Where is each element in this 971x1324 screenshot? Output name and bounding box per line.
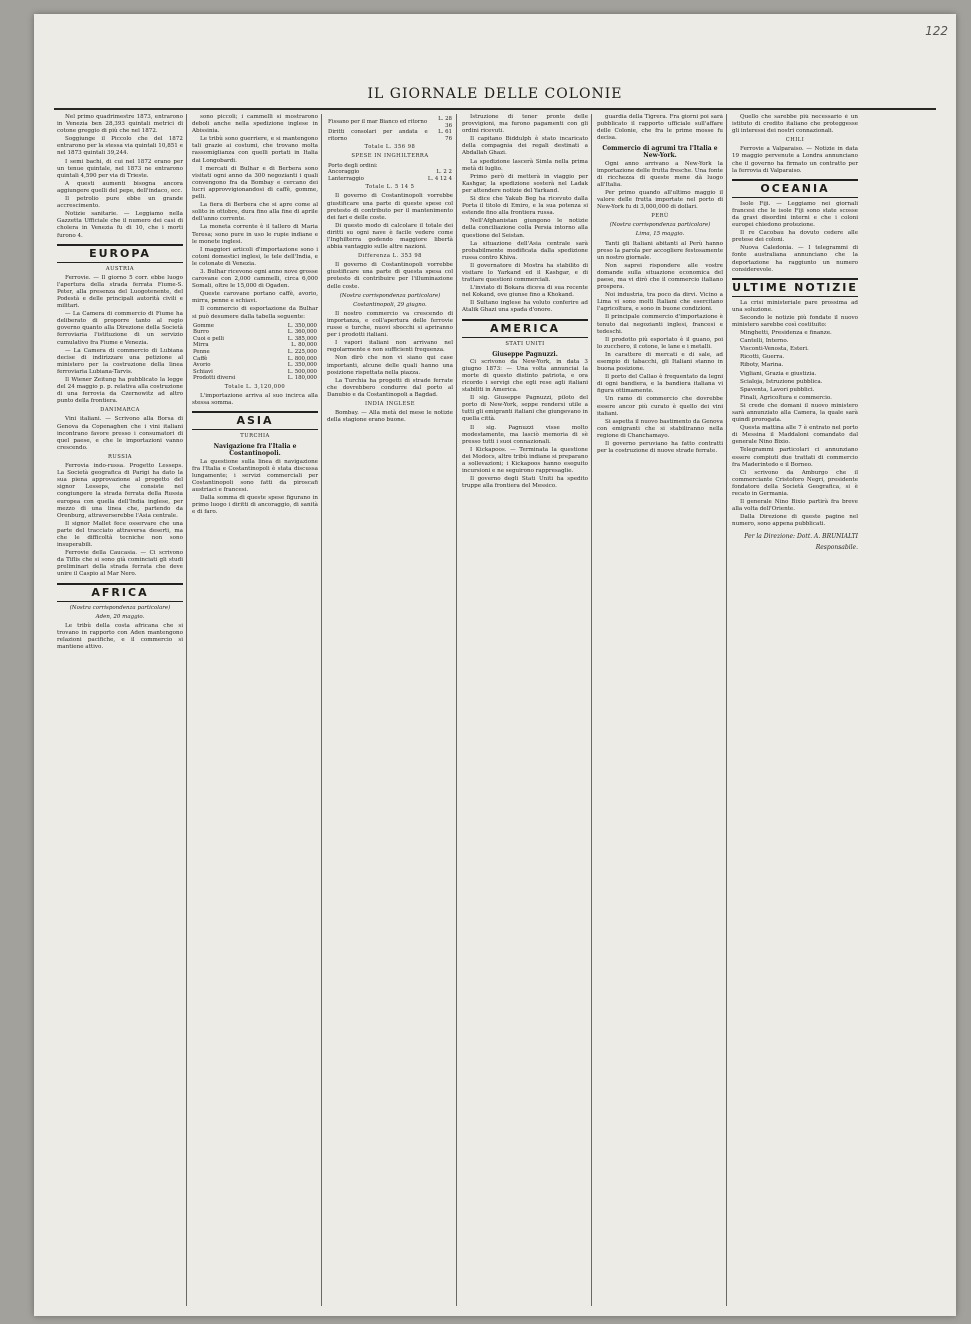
paragraph: Il signor Mallet fece osservare che una parte del tracciato attraversa deserti, ma che le difficoltà tecniche non sono insuperabili.: [57, 520, 183, 549]
paragraph: Il generale Nino Bixio partirà fra breve alla volta dell'Oriente.: [732, 499, 858, 513]
paragraph: I vapori italiani non arrivano nel regolarmente e non sufficienti frequenza.: [327, 340, 453, 354]
table-cell: Avorio: [193, 362, 211, 369]
paragraph: guardia della Tigrera. Fra giorni poi sarà pubblicato il rapporto ufficiale sull'affare delle Colonie, che fra le prime mosse fu decisa.: [597, 114, 723, 142]
paragraph: Il petrolio pure ebbe un grande accrescimento.: [57, 196, 183, 210]
paragraph: Per primo quando all'ultimo maggio il valore delle frutta importate nel porto di New-York fu di 3,000,000 di dollari.: [597, 189, 723, 211]
subheading-turchia: TURCHIA: [240, 433, 270, 440]
paragraph: Le tribù sono guerriere, e si mantengono tali grazie ai costumi, che trovano molta rassomiglianza con quelli portati in Italia dai Longobardi.: [192, 136, 318, 164]
paragraph: Il capitano Biddulph è stato incaricato della compagnia dei regali destinati a Abdallah Ghazi.: [462, 136, 588, 157]
table-cell: Prodotti diversi: [193, 375, 236, 382]
paragraph: Nel primo quadrimestre 1873, entrarono in Venezia ben 28,393 quintali metrici di cotone greggio di più che nel 1872.: [57, 114, 183, 135]
article-title: Commercio di agrumi tra l'Italia e New-York.: [602, 145, 718, 160]
list-item: Cantelli, Interno.: [740, 338, 789, 345]
table-cell: L. 360,000: [287, 329, 317, 336]
paragraph: Nuova Caledonia. — I telegrammi di fonte australiana annunciano che la deportazione ha raggiunto un numero considerevole.: [732, 245, 858, 273]
table-row: [192, 342, 318, 349]
table-cell: L. 350,000: [287, 362, 317, 369]
paragraph: Le tribù della costa africana che si trovano in rapporto con Aden mantengono relazioni pacifiche, e il commercio si mantiene attivo.: [57, 622, 183, 650]
paragraph: Il porto del Callao è frequentato da legni di ogni bandiera, e la bandiera italiana vi figura ottimamente.: [597, 374, 723, 395]
paragraph: Un ramo di commercio che dovrebbe essere ancor più curato è quello dei vini italiani.: [597, 396, 723, 417]
paragraph: Ci scrivono da New-York, in data 3 giugno 1873: — Una volta annunciai la morte di questo distinto patriota, e ora ricordo i servigi che egli rese agli italiani stabiliti in America.: [462, 358, 588, 394]
paragraph: Queste carovane portano caffè, avorio, mirra, penne e schiavi.: [192, 291, 318, 305]
table-total: Totale L. 356 98: [364, 144, 416, 151]
table-cell: Gomme: [193, 322, 214, 329]
costs-table: [327, 116, 453, 142]
paragraph: Si dice che Yakub Beg ha ricevuto dalla Porta il titolo di Emiro, e la sua potenza si estende fino alla frontiera russa.: [462, 196, 588, 217]
paragraph: Nell'Afghanistan giungono le notizie della conciliazione colla Persia intorno alla questione del Seistan.: [462, 218, 588, 239]
paragraph: Noi industria, tra poco da dirvi. Vicino a Lima vi sono molti Italiani che esercitano l'agricoltura, e sono in buone condizioni.: [597, 292, 723, 313]
paragraph: Quello che sarebbe più necessario è un istituto di credito italiano che proteggesse gli interessi dei nostri connazionali.: [732, 114, 858, 135]
table-cell: Schiavi: [193, 368, 213, 375]
article-title: Giuseppe Pagnuzzi.: [492, 350, 558, 358]
paragraph: Di questo modo di calcolare il totale dei diritti su ogni nave è facile vedere come l'Inghilterra godendo maggiore libertà abbia vantaggio sulle altre nazioni.: [327, 222, 453, 251]
list-item: Vigliani, Grazia e giustizia.: [740, 370, 817, 377]
table-cell: Mirra: [193, 342, 209, 349]
subheading-russia: RUSSIA: [107, 453, 133, 460]
table-row: [192, 329, 318, 336]
paragraph: Il Sultano inglese ha voluto conferire ad Atalik Ghazi una spada d'onore.: [462, 300, 588, 314]
paragraph: I maggiori articoli d'importazione sono i cotoni domestici inglesi, le tele dell'India, e le cotonate di Venezia.: [192, 246, 318, 267]
table-cell: L. 800,000: [287, 355, 317, 362]
paragraph: La crisi ministeriale pare prossima ad una soluzione.: [732, 299, 858, 313]
table-row: [327, 129, 453, 142]
paragraph: Si aspetta il nuovo bastimento da Genova con emigranti che si stabiliranno nella regione di Chanchamayo.: [597, 418, 723, 439]
paragraph: — La Camera di commercio di Fiume ha deliberato di proporre tanto al regio governo quanto alla Direzione della Società ferroviaria l'istituzione di un servizio cumulativo fra Fiume e Venezia.: [57, 311, 183, 346]
correspondence-note: (Nostra corrispondenza particolare): [69, 604, 171, 611]
table-row: [192, 375, 318, 382]
paragraph: Il sig. Pagnuzzi visse molto modestamente, ma lasciò memoria di sè presso tutti i suoi connazionali.: [462, 424, 588, 445]
table-cell: Diritti consolari per andata e ritorno: [328, 129, 428, 142]
table-cell: L. 225,000: [287, 349, 317, 355]
paragraph: Non saprei rispondere alle vostre domande sulla situazione economica del paese, ma vi dirò che il commercio italiano prospera.: [597, 262, 723, 291]
section-heading-america: AMERICA: [462, 319, 588, 338]
signature-role: Responsabile.: [815, 543, 858, 551]
table-total: Totale L. 5 14 5: [365, 184, 415, 191]
paragraph: Ogni anno arrivano a New-York la importazione delle frutta fresche. Una fonte di ricchezza di queste mene dà luogo all'Italia.: [597, 160, 723, 188]
table-cell: L. 180,000: [287, 375, 317, 382]
subheading-spese: SPESE IN INGHILTERRA: [351, 153, 429, 160]
table-row: [327, 176, 453, 183]
paragraph: Il Wiener Zeitung ha pubblicato la legge del 24 maggio p. p. relativa alla costruzione di una ferrovia da Czernowitz ad altro punto della frontiera.: [57, 377, 183, 405]
table-row: [192, 349, 318, 356]
paragraph: La spedizione lascerà Simla nella prima metà di luglio.: [462, 158, 588, 172]
column-3: [324, 114, 457, 1306]
paragraph: Il nostro commercio va crescendo di importanza, e coll'apertura delle ferrovie russe e turche, nuovi sbocchi si apriranno per i prodotti italiani.: [327, 310, 453, 339]
table-cell: Lanterraggio: [328, 175, 364, 182]
table-cell: L. 61 76: [438, 129, 452, 142]
columns: [54, 114, 946, 1306]
paragraph: Secondo le notizie più fondate il nuovo ministero sarebbe così costituito:: [732, 314, 858, 328]
column-1: [54, 114, 187, 1306]
table-cell: Burro: [193, 329, 209, 336]
table-cell: L. 80,000: [291, 342, 317, 349]
column-2: [189, 114, 322, 1306]
paragraph: Il governo di Costantinopoli vorrebbe giustificare una parte di questa spesa col pretesto di contribuire per l'illuminazione delle coste.: [327, 262, 453, 290]
paragraph: L'importazione arriva al suo incirca alla stessa somma.: [192, 393, 318, 407]
paragraph: Il governo degli Stati Uniti ha spedito truppe alla frontiera del Messico.: [462, 476, 588, 490]
table-cell: Cuoi e pelli: [193, 335, 224, 342]
paragraph: Ferrovie della Caucasia. — Ci scrivono da Tiflis che si sono già cominciati gli studi preliminari della strada ferrata che deve unire il Caspio al Mar Nero.: [57, 550, 183, 578]
table-cell: L. 500,000: [287, 368, 317, 375]
paragraph: Notizie sanitarie. — Leggiamo nella Gazzetta Ufficiale che il numero dei casi di cholera in Venezia fu di 10, che i morti furono 4.: [57, 211, 183, 239]
paragraph: Ferrovia indo-russa. Progetto Lesseps. La Società geografica di Parigi ha dato la sua piena approvazione al progetto del signor Lesseps, che consiste nel congiungere la strada ferrata della Russia europea con quella dell'India inglese, per mezzo di una linea che, partendo da Orenburg, attraverserebbe l'Asia centrale.: [57, 463, 183, 519]
table-row: [327, 116, 453, 129]
table-row: [192, 362, 318, 369]
list-item: Scialoja, Istruzione pubblica.: [740, 378, 823, 385]
table-cell: L. 385,000: [287, 335, 317, 342]
table-cell: Penne: [193, 349, 210, 355]
paragraph: Il prodotto più esportato è il guano, poi lo zucchero, il cotone, le lane e i metalli.: [597, 336, 723, 350]
section-heading-ultime-notizie: ULTIME NOTIZIE: [732, 278, 858, 297]
paragraph: I mercati di Bulhar e di Berbera sono visitati ogni anno da 300 negozianti i quali convengono fra da Bombay e cercano dei lucri approvvigionandosi di caffè, gomme, pelli.: [192, 165, 318, 201]
paragraph: Telegrammi particolari ci annunziano essere compiuti due trattati di commercio fra Maderintedo e il Borneo.: [732, 447, 858, 468]
paragraph: Il principale commercio d'importazione è tenuto dai negozianti inglesi, francesi e tedeschi.: [597, 314, 723, 335]
paragraph: Questa mattina alle 7 è entrato nel porto di Messina il Maddaloni comandato dal generale Nino Bixio.: [732, 425, 858, 446]
subheading-peru: PERÙ: [651, 213, 669, 220]
list-item: Visconti-Venosta, Esteri.: [740, 346, 809, 353]
subheading-india: INDIA INGLESE: [365, 400, 415, 407]
table-cell: L. 4 12 4: [427, 175, 452, 182]
subheading-stati-uniti: STATI UNITI: [505, 340, 545, 347]
table-row: [192, 336, 318, 343]
table-cell: L. 28 36: [438, 116, 452, 129]
table-total: Totale L. 3,120,000: [224, 383, 286, 390]
table-row: [192, 369, 318, 376]
paragraph: Il commercio di esportazione da Bulhar si può desumere dalla tabella seguente:: [192, 306, 318, 320]
table-cell: Caffè: [193, 355, 208, 362]
column-5: [594, 114, 727, 1306]
masthead: IL GIORNALE DELLE COLONIE: [54, 86, 936, 110]
paragraph: Ferrovie. — Il giorno 5 corr. ebbe luogo l'apertura della strada ferrata Fiume-S. Peter, alla presenza del Luogotenente, del Podestà e delle principali autorità civili e militari.: [57, 274, 183, 310]
section-heading-oceania: OCEANIA: [732, 179, 858, 198]
dateline: Lima, 15 maggio.: [635, 231, 685, 238]
paragraph: Il sig. Giuseppe Pagnuzzi, piloto del porto di New-York, seppe rendersi utile a tutti gli emigranti italiani che giungevano in quella città.: [462, 395, 588, 423]
paragraph: A questi aumenti bisogna ancora aggiungere quelli del pepe, dell'indaco, ecc.: [57, 180, 183, 194]
paragraph: Il re Cacobau ha dovuto cedere alle pretese dei coloni.: [732, 230, 858, 244]
section-heading-africa: AFRICA: [57, 583, 183, 602]
paragraph: Isole Fiji. — Leggiamo nei giornali francesi che le isole Fiji sono state scosse da gravi disordini interni e che i coloni europei chiedono protezione.: [732, 200, 858, 229]
paragraph: Si crede che domani il nuovo ministero sarà annunziato alla Camera, la quale sarà quindi prorogata.: [732, 402, 858, 424]
paragraph: Ferrovie a Valparaiso. — Notizie in data 19 maggio pervenute a Londra annunciano che il governo ha firmato un contratto per la ferrovia di Valparaiso.: [732, 146, 858, 174]
section-heading-europa: EUROPA: [57, 244, 183, 263]
dateline: Aden, 20 maggio.: [95, 613, 145, 620]
correspondence-note: (Nostra corrispondenza particolare): [609, 222, 711, 229]
newspaper-page: [34, 14, 956, 1316]
export-table: [192, 323, 318, 382]
paragraph: La Turchia ha progetti di strade ferrate che dovrebbero condurre dal porto al Danubio e da Costantinopoli a Bagdad.: [327, 377, 453, 398]
paragraph: Dalla Direzione di queste pagine nel numero, sono appena pubblicati.: [732, 514, 858, 528]
article-title: Navigazione fra l'Italia e Costantinopoli.: [213, 443, 297, 458]
list-item: Spaventa, Lavori pubblici.: [740, 386, 815, 393]
table-cell: L. 2 2: [436, 169, 452, 176]
paragraph: La questione sulla linea di navigazione fra l'Italia e Costantinopoli è stata discussa lungamente; i servizi commerciali per Costantinopoli sono fatti da piroscafi austriaci e francesi.: [192, 458, 318, 493]
paragraph: Istruzione di tener pronte delle provvigioni, ma furono pagamenti con gli ordini ricevuti.: [462, 114, 588, 135]
paragraph: Il governo peruviano ha fatto contratti per la costruzione di nuove strade ferrate.: [597, 441, 723, 455]
paragraph: In carattere di mercati e di sale, ad esempio di tabacchi, gli Italiani stanno in buona posizione.: [597, 351, 723, 373]
paragraph: 3. Bulhar ricevono ogni anno nove grosse carovane con 2,000 cammelli, circa 6,000 Somali, oltre le 15,000 di Ogaden.: [192, 268, 318, 290]
paragraph: Primo però di metterà in viaggio per Kashgar, la spedizione sosterà nel Ladak per attendere notizie del Yarkand.: [462, 173, 588, 194]
paragraph: Il governo di Costantinopoli vorrebbe giustificare una parte di queste spese col pretesto di contributo per il mantenimento dei fari e delle coste.: [327, 193, 453, 221]
subheading-chili: CHILI: [785, 137, 805, 144]
signature-line: Per la Direzione: Dott. A. BRUNIALTI: [744, 532, 858, 540]
table-row: [327, 169, 453, 176]
correspondence-note: (Nostra corrispondenza particolare): [339, 292, 441, 299]
paragraph: Il governatore di Mostra ha stabilito di visitare lo Yarkand ed il Kashgar, e di trattare questioni commerciali.: [462, 262, 588, 284]
paragraph: La moneta corrente è il tallero di Maria Teresa; sono pure in uso le rupie indiane e le monete inglesi.: [192, 224, 318, 245]
paragraph: Ci scrivono da Amburgo che il commerciante Cristoforo Negri, presidente fondatore della Società Geografica, si è recato in Germania.: [732, 469, 858, 498]
table-cell: Porto degli ordini:: [328, 162, 378, 169]
column-6: [729, 114, 861, 1306]
section-heading-asia: ASIA: [192, 411, 318, 430]
table-cell: L. 350,000: [287, 322, 317, 329]
list-item: Ricotti, Guerra.: [740, 354, 785, 361]
column-4: [459, 114, 592, 1306]
paragraph: I Kickapoos. — Terminata la questione dei Modocs, altre tribù indiane si preparano a sollevazioni; i Kickapoos hanno eseguito incursioni e ne seguirono rappresaglie.: [462, 446, 588, 475]
england-costs-table: [327, 163, 453, 183]
difference-total: Differenza L. 353 98: [358, 253, 422, 260]
paragraph: Tanti gli Italiani abitanti al Perù hanno preso la parola per accogliere festosamente un nostro giornale.: [597, 240, 723, 261]
paragraph: I semi bachi, di cui nel 1872 erano per un tenue quintale, nel 1873 ne entrarono quintali 4,590 per via di Trieste.: [57, 158, 183, 179]
table-row: [192, 356, 318, 363]
paragraph: Dalla somma di queste spese figurano in primo luogo i diritti di ancoraggio, di sanità e di faro.: [192, 495, 318, 516]
subheading-danimarca: DANIMARCA: [100, 407, 140, 414]
list-item: Riboty, Marina.: [740, 362, 784, 369]
paragraph: Bombay. — Alla metà del mese le notizie della stagione erano buone.: [327, 410, 453, 424]
page-number: 122: [925, 24, 948, 38]
subheading-austria: AUSTRIA: [105, 265, 135, 272]
list-item: Finali, Agricoltura e commercio.: [740, 394, 832, 401]
paragraph: L'inviato di Bokara diceva di sua recente nel Kokand, ove giunse fino a Khokand.: [462, 285, 588, 299]
list-item: Minghetti, Presidenza e finanze.: [740, 330, 832, 337]
table-row: [192, 323, 318, 330]
paragraph: Vini italiani. — Scrivono alla Borsa di Genova da Copenaghen che i vini italiani incontrano favore presso i consumatori di quel paese, e che le importazioni vanno crescendo.: [57, 416, 183, 451]
paragraph: sono piccoli; i cammelli si mostrarono deboli anche nella spedizione inglese in Abissinia.: [192, 114, 318, 135]
paragraph: La fiera di Berbera che si apre come al solito in ottobre, dura fino alla fine di aprile dell'anno corrente.: [192, 202, 318, 223]
paragraph: Soggiunge il Piccolo che del 1872 entrarono per la stessa via quintali 10,851 e nel 1873 quintali 39,244.: [57, 136, 183, 157]
paragraph: — La Camera di commercio di Lubiana decise di indirizzare una petizione al ministero per la costruzione della linea ferroviaria Lubiana-Tarvis.: [57, 347, 183, 375]
paragraph: La situazione dell'Asia centrale sarà probabilmente modificata dalla spedizione russa contro Khiva.: [462, 240, 588, 261]
paragraph: Non dirò che non vi siano qui case importanti, alcune delle quali hanno una posizione rispettata nella piazza.: [327, 355, 453, 376]
table-row: [327, 163, 453, 170]
dateline: Costantinopoli, 29 giugno.: [353, 301, 427, 308]
table-cell: Ancoraggio: [328, 169, 360, 176]
minister-list: [732, 330, 858, 402]
table-cell: Fissano per il mar Bianco ed ritorno: [328, 119, 428, 126]
